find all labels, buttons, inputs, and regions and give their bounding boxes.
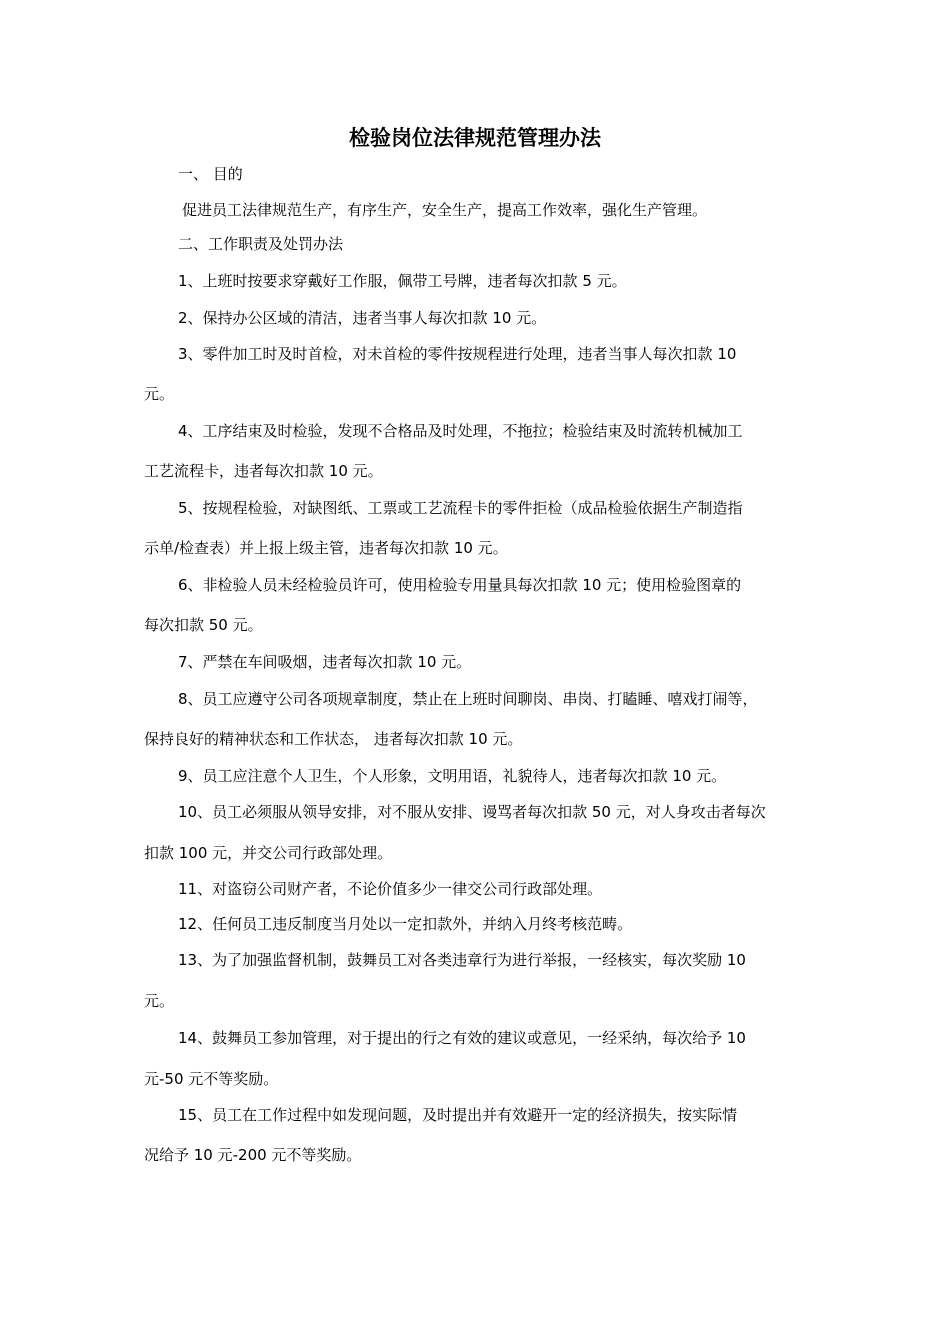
item-15-line-2: 况给予 10 元-200 元不等奖励。: [144, 1146, 362, 1164]
item-15-line-1: 15、员工在工作过程中如发现问题，及时提出并有效避开一定的经济损失，按实际情: [178, 1106, 738, 1124]
item-10-line-2: 扣款 100 元，并交公司行政部处理。: [144, 844, 393, 862]
item-13-line-1: 13、为了加强监督机制，鼓舞员工对各类违章行为进行举报，一经核实，每次奖励 10: [178, 951, 746, 969]
item-14-line-2: 元-50 元不等奖励。: [144, 1070, 279, 1088]
item-12: 12、任何员工违反制度当月处以一定扣款外，并纳入月终考核范畴。: [178, 915, 633, 933]
item-10-line-1: 10、员工必须服从领导安排，对不服从安排、谩骂者每次扣款 50 元，对人身攻击者每次: [178, 803, 766, 821]
item-2: 2、保持办公区域的清洁，违者当事人每次扣款 10 元。: [178, 309, 547, 327]
item-6-line-2: 每次扣款 50 元。: [144, 616, 263, 634]
item-6-line-1: 6、非检验人员未经检验员许可，使用检验专用量具每次扣款 10 元；使用检验图章的: [178, 576, 742, 594]
item-8-line-2: 保持良好的精神状态和工作状态， 违者每次扣款 10 元。: [144, 730, 523, 748]
item-1: 1、上班时按要求穿戴好工作服，佩带工号牌，违者每次扣款 5 元。: [178, 272, 627, 290]
item-8-line-1: 8、员工应遵守公司各项规章制度，禁止在上班时间聊岗、串岗、打瞌睡、嘻戏打闹等，: [178, 690, 758, 708]
item-7: 7、严禁在车间吸烟，违者每次扣款 10 元。: [178, 653, 472, 671]
item-13-line-2: 元。: [144, 992, 175, 1010]
item-3-line-2: 元。: [144, 385, 175, 403]
item-5-line-1: 5、按规程检验，对缺图纸、工票或工艺流程卡的零件拒检（成品检验依据生产制造指: [178, 499, 743, 517]
item-14-line-1: 14、鼓舞员工参加管理，对于提出的行之有效的建议或意见，一经采纳，每次给予 10: [178, 1029, 746, 1047]
page-title: 检验岗位法律规范管理办法: [349, 126, 601, 150]
purpose-text: 促进员工法律规范生产，有序生产，安全生产，提高工作效率，强化生产管理。: [182, 201, 708, 219]
item-4-line-2: 工艺流程卡，违者每次扣款 10 元。: [144, 462, 383, 480]
item-9: 9、员工应注意个人卫生，个人形象，文明用语，礼貌待人，违者每次扣款 10 元。: [178, 767, 727, 785]
item-11: 11、对盗窃公司财产者，不论价值多少一律交公司行政部处理。: [178, 880, 603, 898]
section-heading-purpose: 一、 目的: [178, 165, 243, 183]
item-4-line-1: 4、工序结束及时检验，发现不合格品及时处理，不拖拉；检验结束及时流转机械加工: [178, 422, 743, 440]
item-3-line-1: 3、零件加工时及时首检，对未首检的零件按规程进行处理，违者当事人每次扣款 10: [178, 345, 737, 363]
item-5-line-2: 示单/检查表）并上报上级主管，违者每次扣款 10 元。: [144, 539, 508, 557]
section-heading-duties: 二、工作职责及处罚办法: [178, 235, 344, 253]
